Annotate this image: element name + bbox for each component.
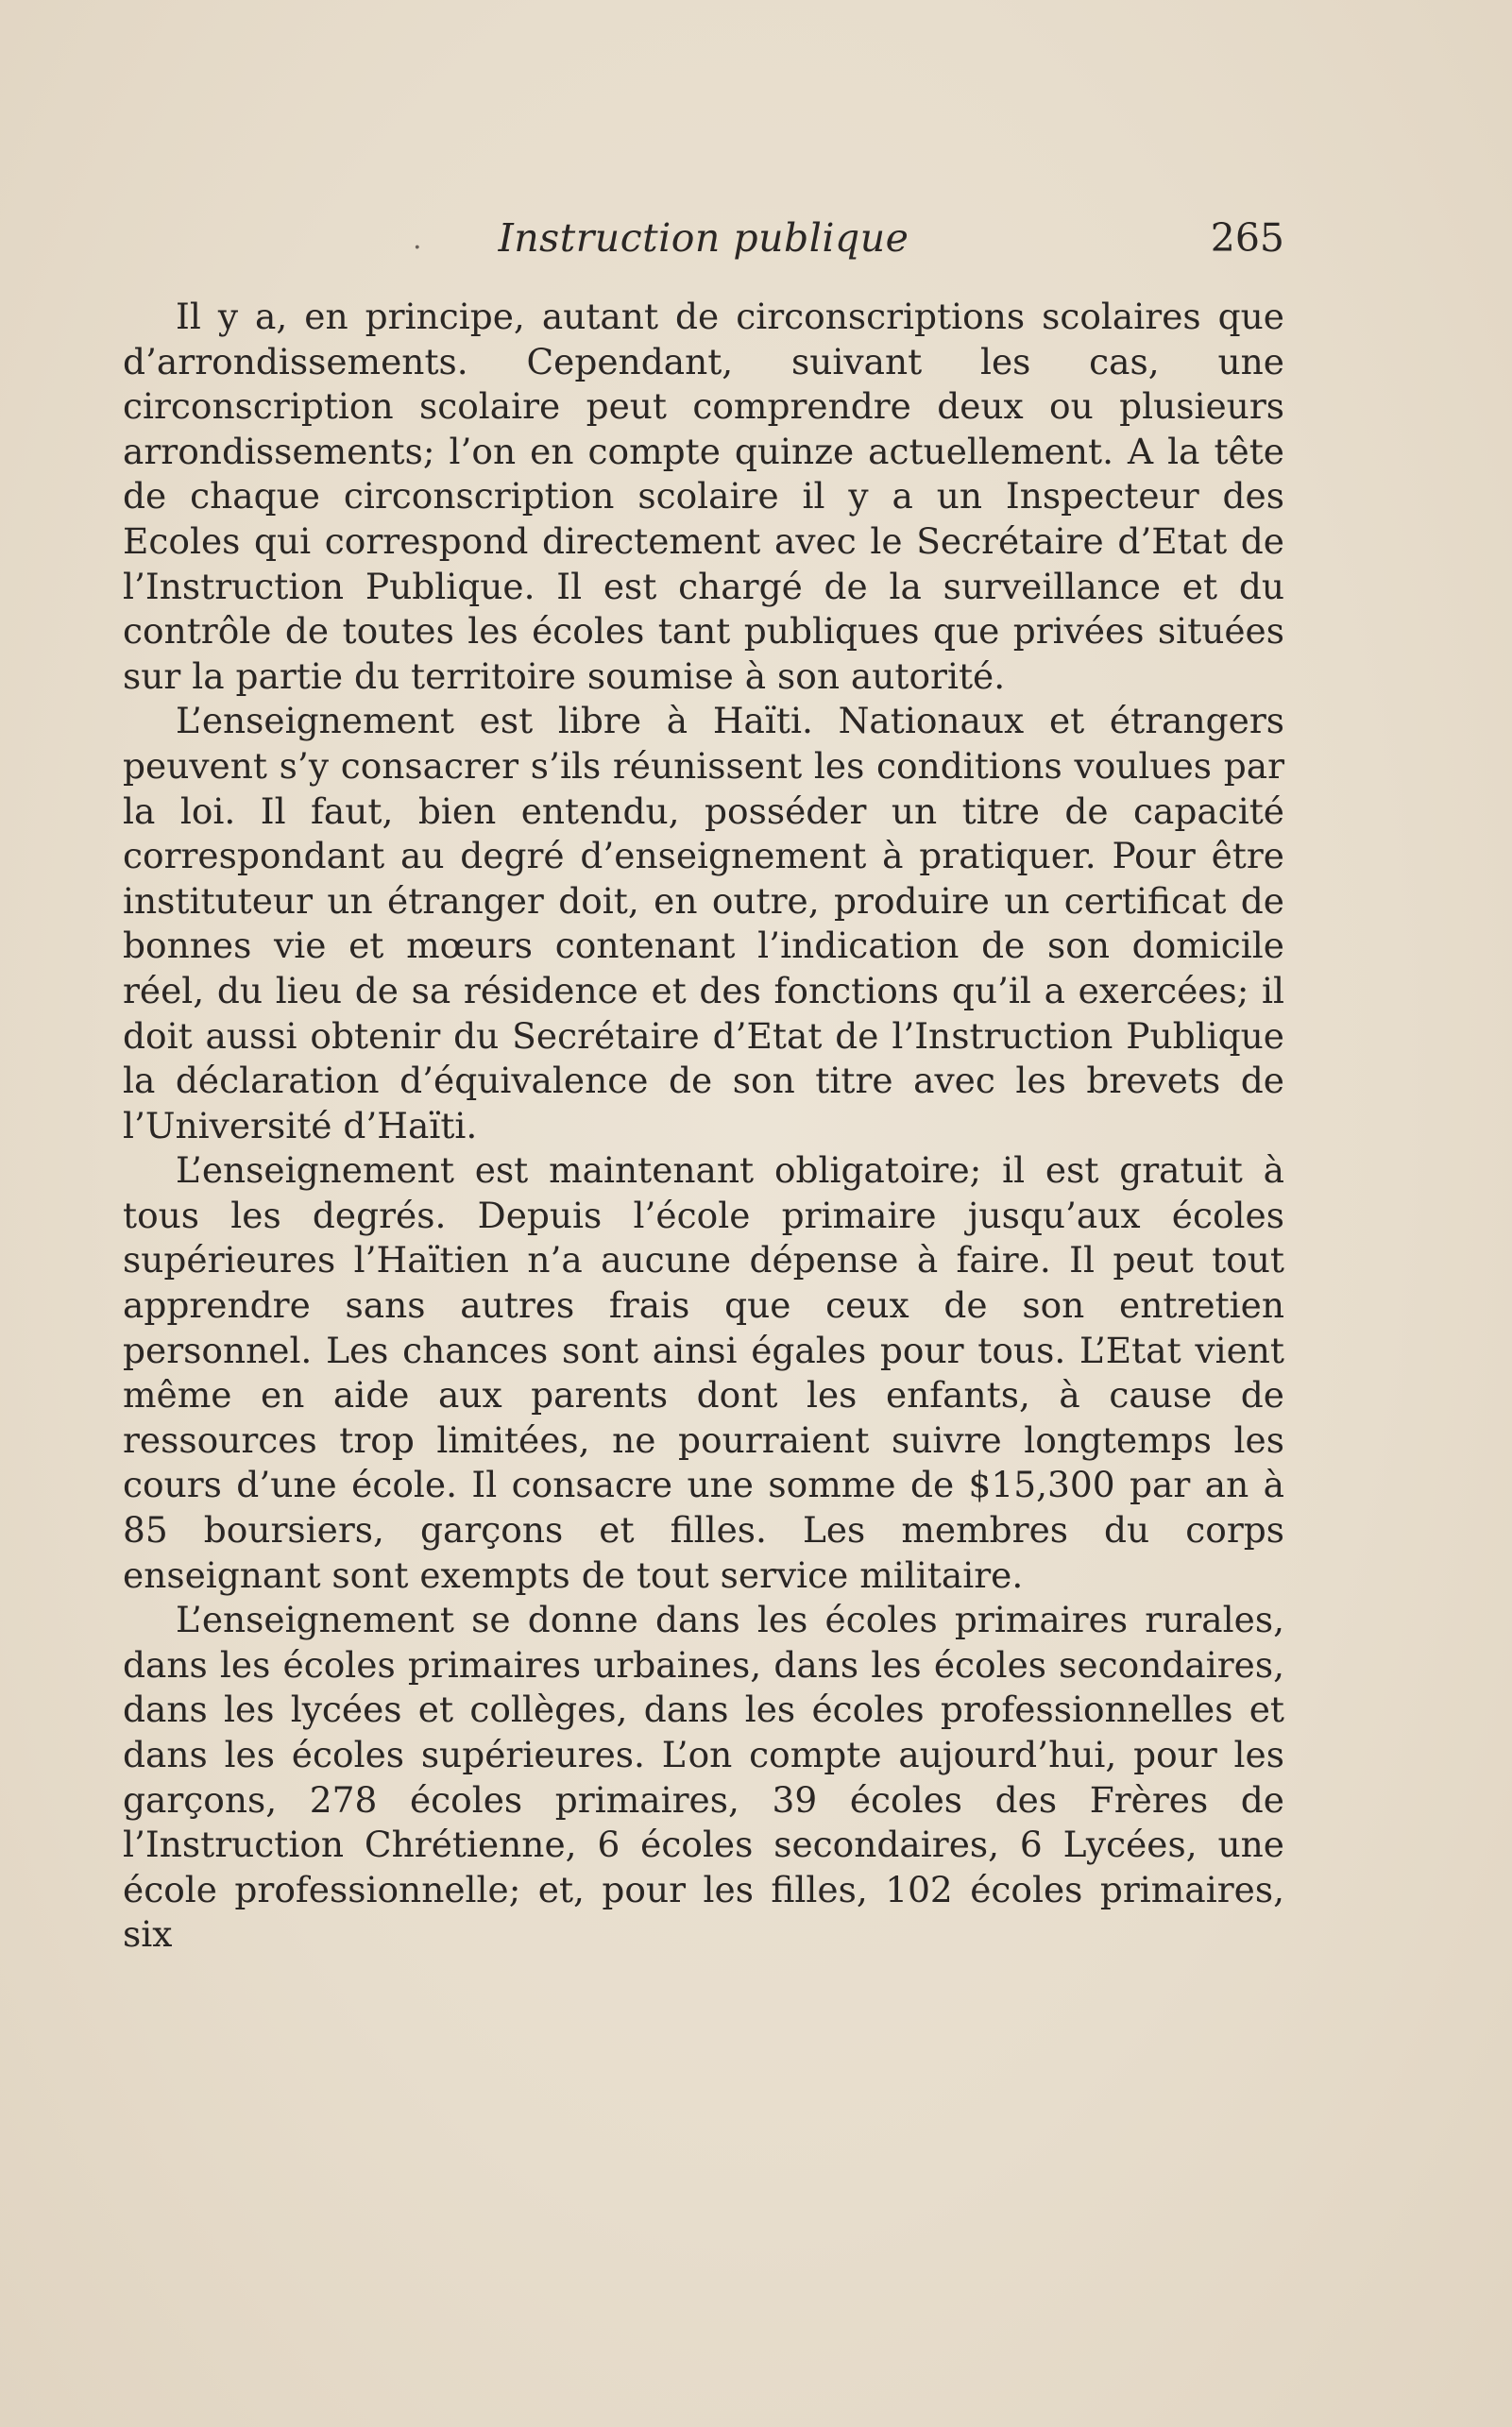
page-number: 265 xyxy=(1210,215,1284,261)
running-head xyxy=(123,215,1284,272)
paragraph-ecoles: L’enseignement se donne dans les écoles primaires rurales, dans les écoles primaires urbaines, dans les écoles secondaires, dans les lycées et collèges, dans les écoles professionnelles et dans les écoles supérieures. L’on compte aujourd’hui, pour les garçons, 278 écoles primaires, 39 écoles des Frères de l’Instruction Chrétienne, 6 écoles secondaires, 6 Lycées, une école professionnelle; et, pour les filles, 102 écoles primaires, six xyxy=(123,1599,1284,1956)
paragraph-circonscriptions: Il y a, en principe, autant de circonscriptions scolaires que d’arrondissements. Cependant, suivant les cas, une circonscription scolaire peut comprendre deux ou plusieurs arrondissements; l’on en compte quinze actuellement. A la tête de chaque circonscription scolaire il y a un Inspecteur des Ecoles qui correspond directement avec le Secrétaire d’Etat de l’Instruction Publique. Il est chargé de la surveillance et du contrôle de toutes les écoles tant publiques que privées situées sur la partie du territoire soumise à son autorité. xyxy=(123,296,1284,697)
paragraph-enseignement-libre: L’enseignement est libre à Haïti. Nationaux et étrangers peuvent s’y consacrer s’ils réunissent les conditions voulues par la loi. Il faut, bien entendu, posséder un titre de capacité correspondant au degré d’enseignement à pratiquer. Pour être instituteur un étranger doit, en outre, produire un certificat de bonnes vie et mœurs contenant l’indication de son domicile réel, du lieu de sa résidence et des fonctions qu’il a exercées; il doit aussi obtenir du Secrétaire d’Etat de l’Instruction Publique la déclaration d’équivalence de son titre avec les brevets de l’Université d’Haïti. xyxy=(123,700,1284,1146)
ink-dot: . xyxy=(413,223,422,256)
paragraph-enseignement-obligatoire: L’enseignement est maintenant obligatoire; il est gratuit à tous les degrés. Depuis l’école primaire jusqu’aux écoles supérieures l’Haïtien n’a aucune dépense à faire. Il peut tout apprendre sans autres frais que ceux de son entretien personnel. Les chances sont ainsi égales pour tous. L’Etat vient même en aide aux parents dont les enfants, à cause de ressources trop limitées, ne pourraient suivre longtemps les cours d’une école. Il consacre une somme de $15,300 par an à 85 boursiers, garçons et filles. Les membres du corps enseignant sont exempts de tout service militaire. xyxy=(123,1149,1284,1596)
body-text xyxy=(123,295,1284,1958)
running-head-title: Instruction publique xyxy=(498,215,909,261)
